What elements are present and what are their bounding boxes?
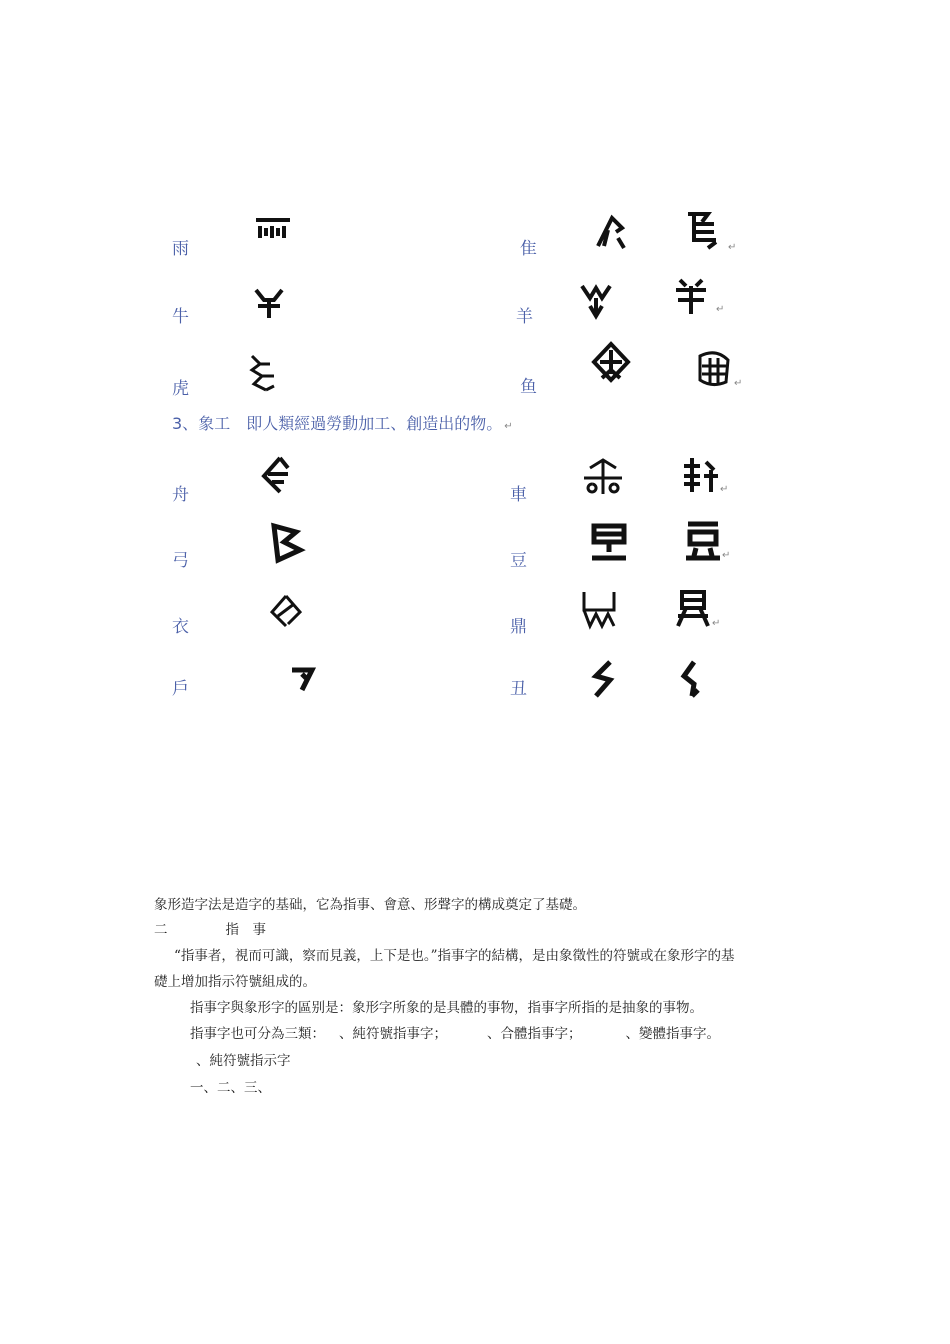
glyph-dou-b	[680, 518, 726, 564]
char-label: 牛	[172, 307, 189, 327]
subheading-pure-symbol: 、純符號指示字	[196, 1053, 291, 1069]
paragraph-1-line-1: “指事者，視而可識，察而見義，上下是也。”指事字的結構，是由象徵性的符號或在象形字的基	[174, 948, 735, 964]
char-label: 豆	[510, 551, 527, 571]
section-number: 3、	[172, 414, 199, 433]
glyph-bird-a	[590, 208, 636, 254]
category-3: 、變體指事字。	[625, 1026, 720, 1042]
paragraph-3-lead: 指事字也可分為三類：	[190, 1026, 325, 1042]
char-label: 鱼	[520, 377, 537, 397]
glyph-dou-a	[586, 520, 632, 566]
return-mark: ↵	[728, 242, 737, 253]
paragraph-2: 指事字與象形字的區别是：象形字所象的是具體的事物，指事字所指的是抽象的事物。	[190, 1000, 703, 1016]
paragraph-1-line-2: 礎上增加指示符號組成的。	[154, 974, 316, 990]
return-mark: ↵	[722, 550, 731, 561]
char-label: 雨	[172, 239, 189, 259]
char-label: 舟	[172, 485, 189, 505]
glyph-clothing	[264, 590, 310, 636]
glyph-boat	[254, 452, 300, 498]
examples-line: 一、二、三、	[190, 1080, 271, 1096]
glyph-chou-b	[668, 656, 714, 702]
glyph-sheep-a	[574, 276, 620, 322]
glyph-bird-b	[680, 206, 726, 252]
char-label: 車	[510, 485, 527, 505]
section-heading	[154, 920, 266, 940]
glyph-bow	[264, 520, 310, 566]
section-heading-number: 二	[154, 922, 168, 938]
section-title: 象工	[198, 414, 231, 433]
char-label: 隹	[520, 239, 537, 259]
glyph-cart-b	[678, 452, 724, 498]
glyph-tiger	[242, 350, 288, 396]
glyph-fish-b	[690, 346, 736, 392]
glyph-cart-a	[580, 454, 626, 500]
glyph-ding-b	[670, 586, 716, 632]
return-mark: ↵	[712, 618, 721, 629]
char-label: 戶	[172, 679, 189, 699]
section-description: 即人類經過勞動加工、創造出的物。	[246, 414, 503, 433]
char-label: 羊	[516, 307, 533, 327]
char-label: 虎	[172, 379, 189, 399]
section-heading-title: 指 事	[225, 922, 266, 938]
intro-line: 象形造字法是造字的基础，它為指事、會意、形聲字的構成奠定了基礎。	[154, 897, 586, 913]
glyph-ox	[246, 278, 292, 324]
glyph-rain	[250, 212, 296, 258]
return-mark: ↵	[504, 421, 513, 432]
char-label: 丑	[510, 679, 527, 699]
char-label: 衣	[172, 617, 189, 637]
paragraph-3	[190, 1024, 720, 1044]
return-mark: ↵	[720, 484, 729, 495]
section-3-heading	[172, 411, 513, 434]
glyph-fish-a	[588, 340, 634, 386]
glyph-sheep-b	[668, 272, 714, 318]
glyph-ding-a	[576, 586, 622, 632]
char-label: 弓	[172, 551, 189, 571]
char-label: 鼎	[510, 617, 527, 637]
glyph-door	[282, 660, 328, 706]
category-2: 、合體指事字；	[487, 1026, 582, 1042]
oracle-bone-table-image	[160, 200, 760, 699]
return-mark: ↵	[734, 378, 743, 389]
category-1: 、純符號指事字；	[339, 1026, 447, 1042]
return-mark: ↵	[716, 304, 725, 315]
glyph-chou-a	[582, 656, 628, 702]
